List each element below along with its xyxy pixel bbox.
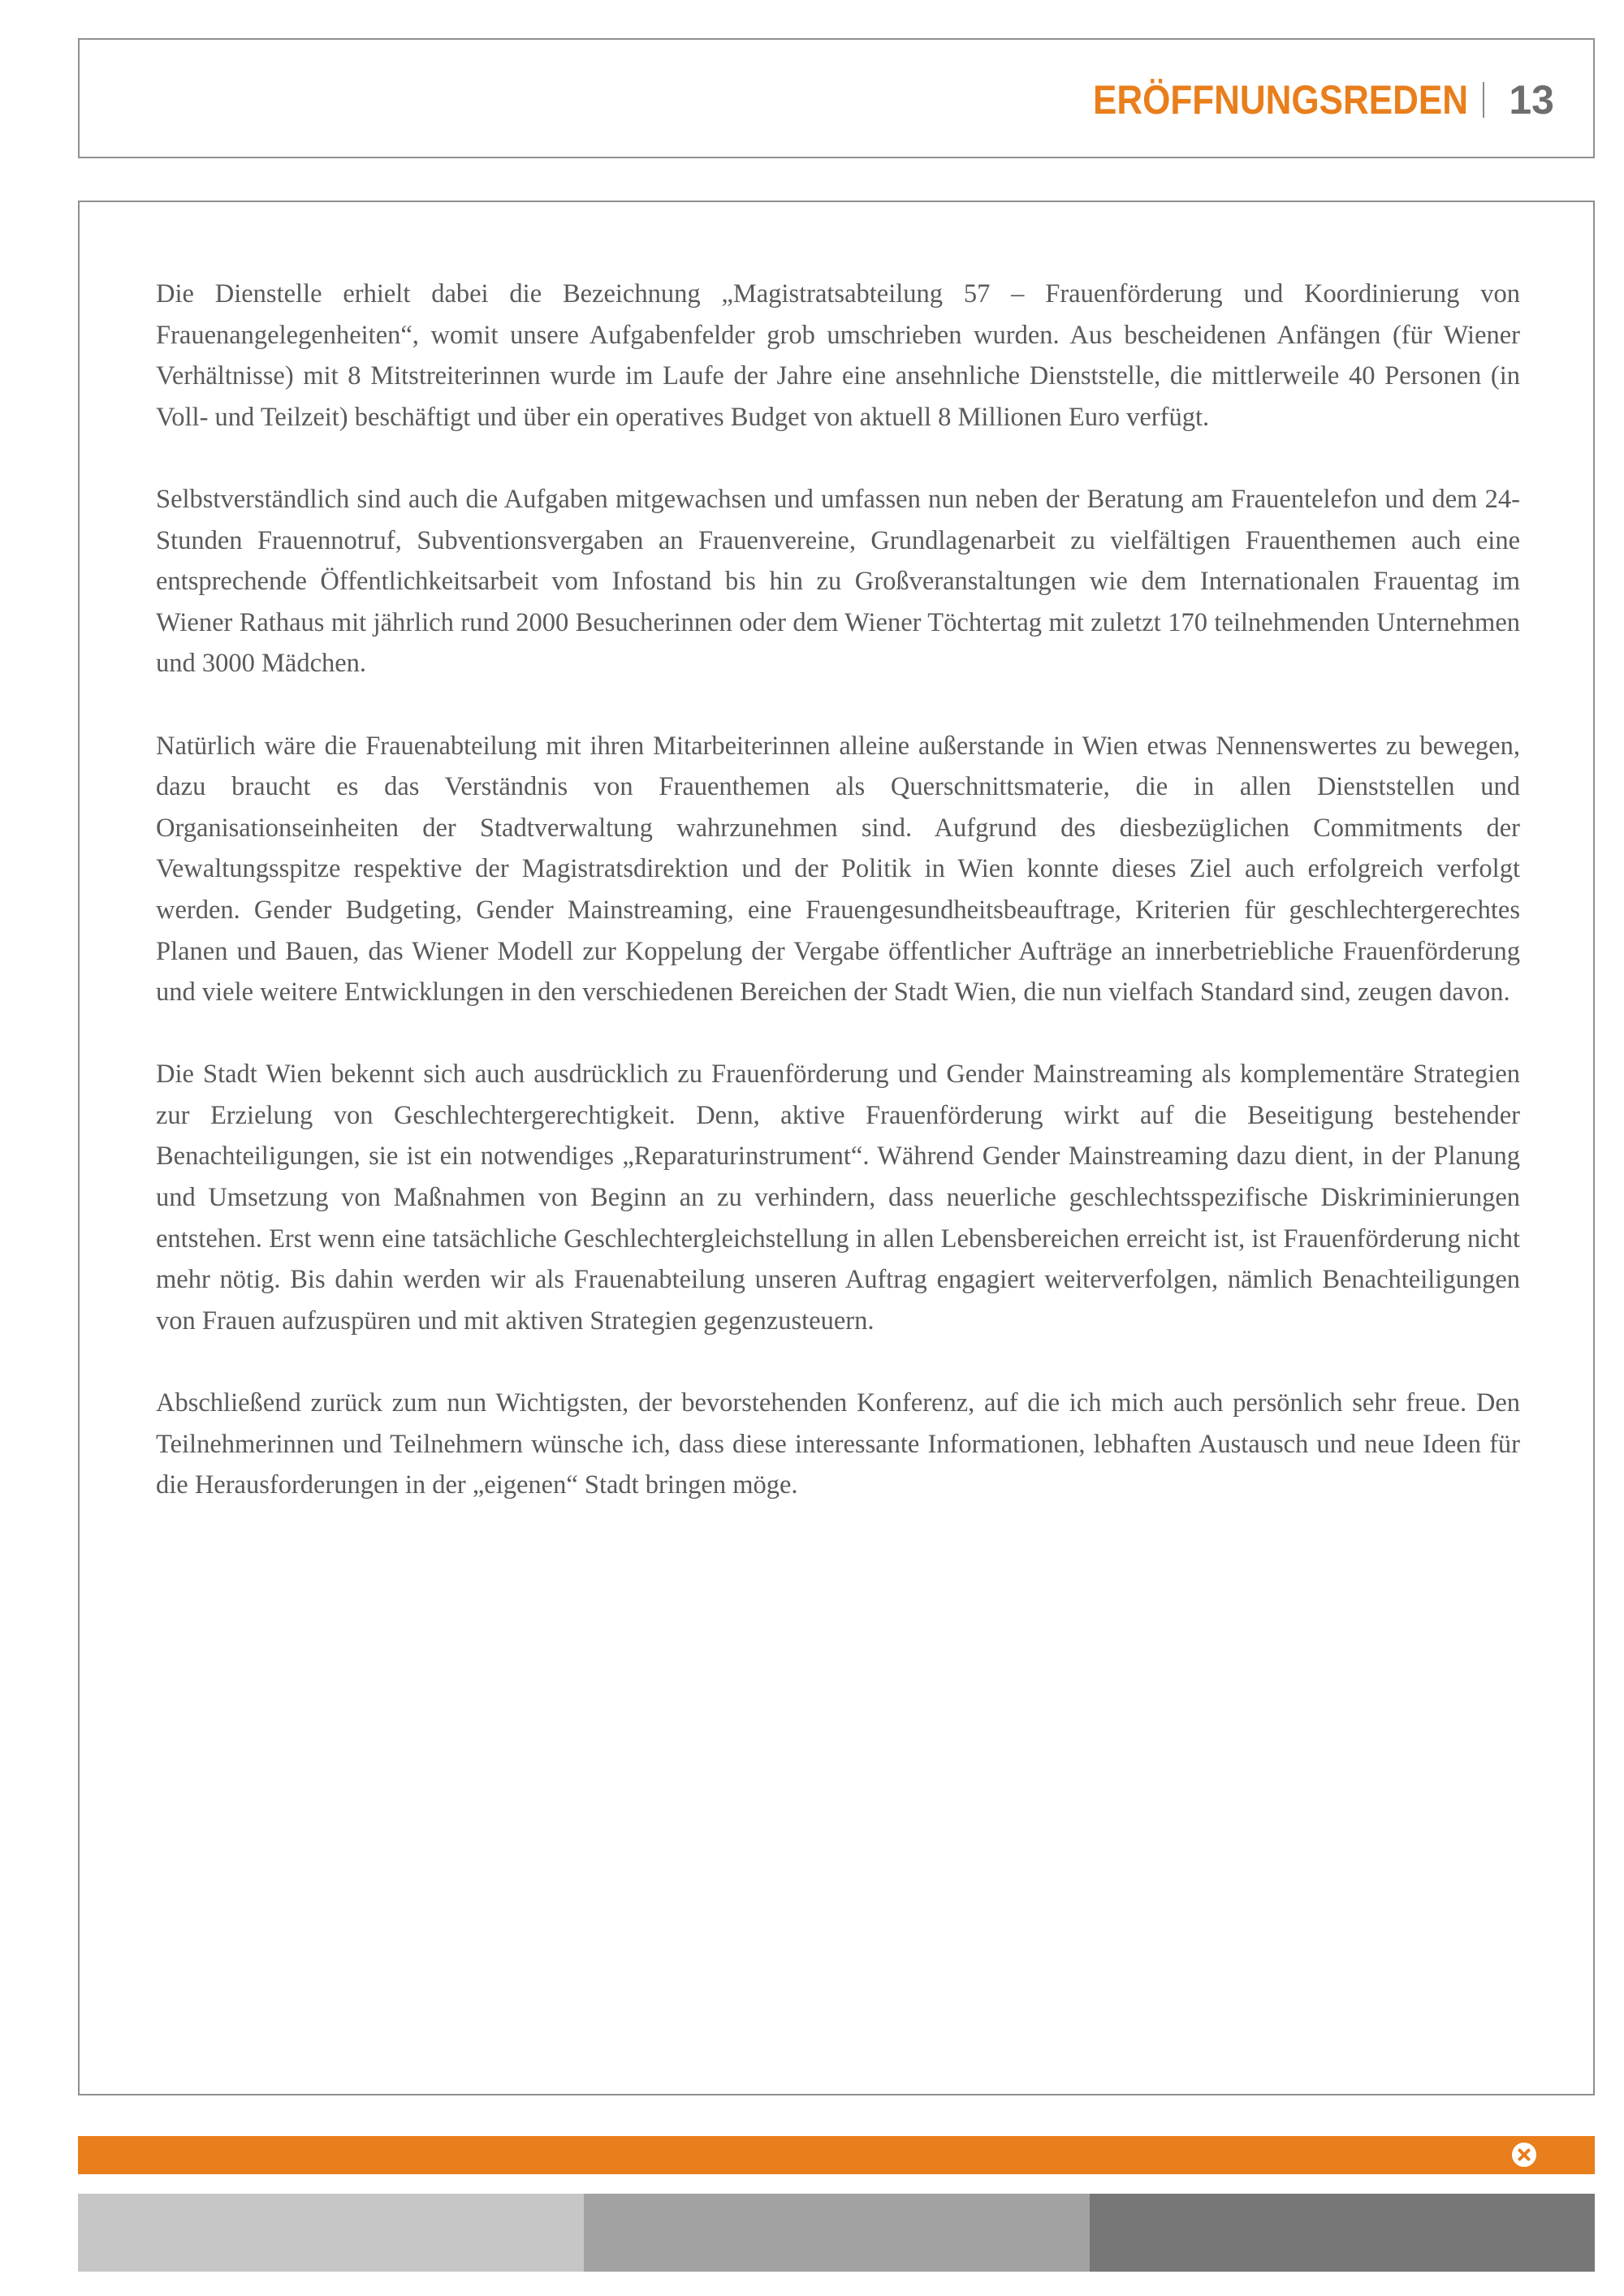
footer-accent-bar [78,2136,1595,2174]
paragraph-4: Die Stadt Wien bekennt sich auch ausdrücklich zu Frauenförderung und Gender Mainstreaming als komplementäre Strategien zur Erzielung von Geschlechtergerechtigkeit. Denn, aktive Frauenförderung wirkt auf die Beseitigung bestehender Benachteiligungen, sie ist ein notwendiges „Reparaturinstrument“. Während Gender Mainstreaming dazu dient, in der Planung und Umsetzung von Maßnahmen von Beginn an zu verhindern, dass neuerliche geschlechtsspezifische Diskriminierungen entstehen. Erst wenn eine tatsächliche Geschlechtergleichstellung in allen Lebensbereichen erreicht ist, ist Frauenförderung nicht mehr nötig. Bis dahin werden wir als Frauenabteilung unseren Auftrag engagiert weiterverfolgen, nämlich Benachteiligungen von Frauen aufzuspüren und mit aktiven Strategien gegenzusteuern. [156,1060,1520,1336]
paragraph-3: Natürlich wäre die Frauenabteilung mit ihren Mitarbeiterinnen alleine außerstande in Wien etwas Nennenswertes zu bewegen, dazu braucht es das Verständnis von Frauenthemen als Querschnittsmaterie, die in allen Dienststellen und Organisationseinheiten der Stadtverwaltung wahrzunehmen sind. Aufgrund des diesbezüglichen Commitments der Vewaltungsspitze respektive der Magistratsdirektion und der Politik in Wien konnte dieses Ziel auch erfolgreich verfolgt werden. Gender Budgeting, Gender Mainstreaming, eine Frauengesundheitsbeauftrage, Kriterien für geschlechtergerechtes Planen und Bauen, das Wiener Modell zur Koppelung der Vergabe öffentlicher Aufträge an innerbetriebliche Frauenförderung und viele weitere Entwicklungen in den verschiedenen Bereichen der Stadt Wien, die nun vielfach Standard sind, zeugen davon. [156,731,1520,1008]
paragraph-5: Abschließend zurück zum nun Wichtigsten, der bevorstehenden Konferenz, auf die ich mich auch persönlich sehr freue. Den Teilnehmerinnen und Teilnehmern wünsche ich, dass diese interessante Informationen, lebhaften Austausch und neue Ideen für die Herausforderungen in der „eigenen“ Stadt bringen möge. [156,1388,1520,1500]
page-number: 13 [1509,77,1554,123]
page-header [78,38,1595,158]
close-circle-icon[interactable] [1512,2143,1536,2167]
footer-gray-segment-dark [1090,2194,1595,2272]
footer-gray-segment-light [78,2194,584,2272]
content-panel [78,201,1595,2095]
header-divider [1483,82,1484,118]
footer-gray-segment-mid [584,2194,1090,2272]
paragraph-1: Die Dienstelle erhielt dabei die Bezeichnung „Magistratsabteilung 57 – Frauenförderung und Koordinierung von Frauenangelegenheiten“, womit unsere Aufgabenfelder grob umschrieben wurden. Aus bescheidenen Anfängen (für Wiener Verhältnisse) mit 8 Mitstreiterinnen wurde im Laufe der Jahre eine ansehnliche Dienststelle, die mittlerweile 40 Personen (in Voll- und Teilzeit) beschäftigt und über ein operatives Budget von aktuell 8 Millionen Euro verfügt. [156,279,1520,432]
header-title-group [1042,74,1554,126]
paragraph-2: Selbstverständlich sind auch die Aufgaben mitgewachsen und umfassen nun neben der Beratung am Frauentelefon und dem 24-Stunden Frauennotruf, Subventionsvergaben an Frauenvereine, Grundlagenarbeit zu vielfältigen Frauenthemen auch eine entsprechende Öffentlichkeitsarbeit vom Infostand bis hin zu Großveranstaltungen wie dem Internationalen Frauentag im Wiener Rathaus mit jährlich rund 2000 Besucherinnen oder dem Wiener Töchtertag mit zuletzt 170 teilnehmenden Unternehmen und 3000 Mädchen. [156,484,1520,679]
body-text [156,274,1520,1547]
section-title: ERÖFFNUNGSREDEN [1093,77,1469,123]
